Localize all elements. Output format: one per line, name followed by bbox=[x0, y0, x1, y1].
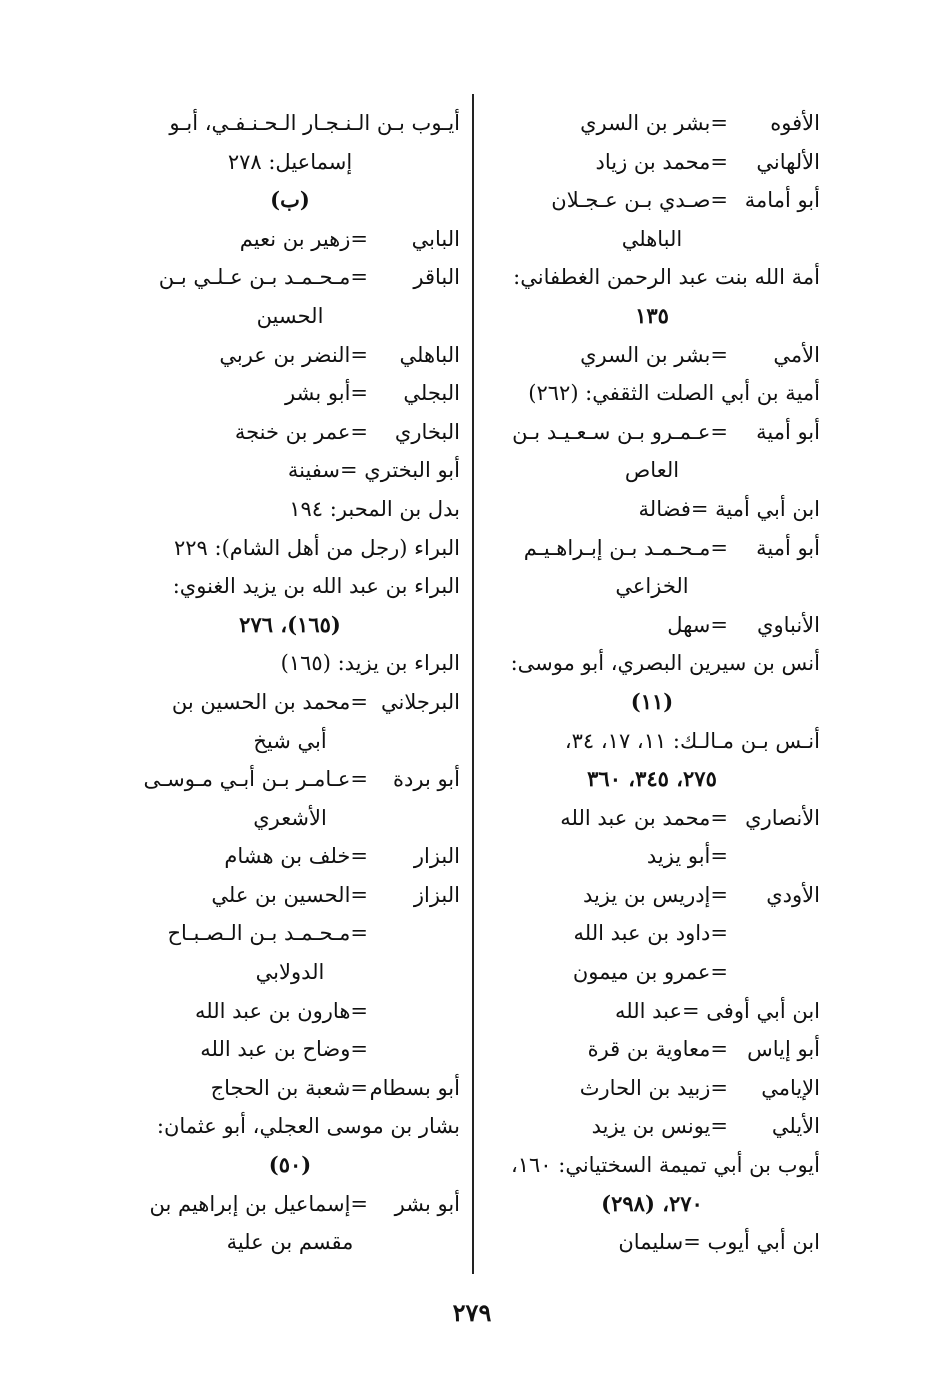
index-entry bbox=[120, 374, 460, 413]
entry-continuation: مقسم بن علية bbox=[226, 1230, 354, 1255]
entry-continuation: الباهلي bbox=[621, 226, 683, 251]
index-entry: أنس بن سيرين البصري، أبو موسى: bbox=[510, 651, 820, 676]
index-entry bbox=[484, 104, 820, 143]
index-entry bbox=[484, 1069, 820, 1108]
index-entry bbox=[484, 143, 820, 182]
entry-name: الأمي bbox=[773, 342, 820, 367]
entry-name: البابي bbox=[411, 226, 460, 251]
index-entry bbox=[120, 1030, 460, 1069]
entry-name: الأنباوي bbox=[757, 612, 820, 637]
index-entry bbox=[120, 220, 460, 259]
entry-reference: =إدريس بن يزيد bbox=[582, 882, 728, 907]
entry-continuation: أبي شيخ bbox=[253, 728, 327, 753]
entry-reference: =عمر بن خنجة bbox=[234, 419, 368, 444]
entry-reference: =داود بن عبد الله bbox=[573, 921, 728, 946]
entry-continuation: ١٣٥ bbox=[635, 302, 669, 328]
column-divider bbox=[472, 94, 474, 1274]
index-entry: أمية بن أبي الصلت الثقفي: (٢٦٢) bbox=[528, 381, 820, 406]
entry-reference: =عمرو بن ميمون bbox=[572, 960, 728, 985]
entry-reference: =مـحـمـد بـن عـلـي بـن bbox=[158, 265, 368, 290]
entry-reference: =بشر بن السري bbox=[580, 342, 728, 367]
entry-reference: =النضر بن عربي bbox=[219, 342, 368, 367]
entry-name: الأفوه bbox=[770, 111, 820, 135]
index-entry bbox=[120, 683, 460, 722]
index-entry bbox=[484, 413, 820, 452]
entry-reference: =أبو يزيد bbox=[646, 844, 728, 869]
index-entry bbox=[484, 181, 820, 220]
index-entry: أبو البختري =سفينة bbox=[287, 458, 460, 483]
index-entry bbox=[484, 1107, 820, 1146]
entry-reference: =محمد بن عبد الله bbox=[560, 805, 728, 830]
index-entry: البراء (رجل من أهل الشام): ٢٢٩ bbox=[174, 535, 460, 560]
entry-reference: =عـامـر بـن أبـي مـوسـى bbox=[143, 767, 368, 792]
section-heading: (ب) bbox=[270, 187, 310, 213]
entry-name: أبو أمامة bbox=[744, 188, 820, 213]
index-entry: ابن أبي أمية =فضالة bbox=[638, 496, 820, 521]
entry-continuation: (٥٠) bbox=[268, 1152, 312, 1178]
index-entry: أيوب بن أبي تميمة السختياني: ١٦٠، bbox=[510, 1153, 820, 1178]
entry-continuation: الدولابي bbox=[255, 960, 325, 985]
entry-continuation: العاص bbox=[624, 458, 680, 483]
page-number: ٢٧٩ bbox=[452, 1298, 492, 1327]
entry-reference: =عـمـرو بـن سـعـيـد بـن bbox=[512, 419, 728, 444]
entry-name: البزار bbox=[413, 844, 460, 869]
entry-name: البزاز bbox=[413, 882, 460, 907]
entry-name: الإيامي bbox=[761, 1075, 820, 1100]
entry-reference: =بشر بن السري bbox=[580, 111, 728, 135]
entry-reference: =يونس بن يزيد bbox=[591, 1114, 728, 1139]
entry-continuation: إسماعيل: ٢٧٨ bbox=[227, 149, 353, 174]
index-entry bbox=[484, 876, 820, 915]
entry-name: أبو بسطام bbox=[369, 1075, 460, 1100]
index-entry bbox=[484, 837, 820, 876]
entry-reference: =الحسين بن علي bbox=[211, 882, 368, 907]
entry-reference: =هارون بن عبد الله bbox=[195, 998, 368, 1023]
entry-reference: =إسماعيل بن إبراهيم بن bbox=[149, 1191, 368, 1216]
index-entry bbox=[484, 799, 820, 838]
entry-reference: =زبيد بن الحارث bbox=[579, 1075, 728, 1100]
index-entry: بشار بن موسى العجلي، أبو عثمان: bbox=[156, 1114, 460, 1139]
index-entry bbox=[120, 876, 460, 915]
index-entry: أيـوب بـن الـنـجـار الـحـنـفـي، أبـو bbox=[169, 111, 460, 135]
entry-name: أبو بشر bbox=[394, 1191, 460, 1216]
entry-continuation: ٢٧٠، (٢٩٨) bbox=[601, 1190, 703, 1216]
entry-continuation: (١٦٥)، ٢٧٦ bbox=[239, 611, 341, 637]
entry-continuation: ٢٧٥، ٣٤٥، ٣٦٠ bbox=[587, 766, 717, 792]
index-entry: ابن أبي أيوب =سليمان bbox=[618, 1230, 820, 1255]
entry-name: الأنصاري bbox=[745, 805, 820, 830]
entry-reference: =شعبة بن الحجاج bbox=[210, 1075, 368, 1100]
entry-name: أبو أمية bbox=[756, 535, 820, 560]
index-entry bbox=[484, 336, 820, 375]
entry-reference: =سهل bbox=[667, 612, 728, 637]
index-entry bbox=[120, 413, 460, 452]
entry-reference: =خلف بن هشام bbox=[224, 844, 368, 869]
index-entry bbox=[484, 529, 820, 568]
entry-name: أبو إياس bbox=[747, 1037, 820, 1062]
entry-name: الألهاني bbox=[756, 149, 820, 174]
entry-reference: =مـحـمـد بـن الـصـبـاح bbox=[167, 921, 368, 946]
index-entry bbox=[120, 258, 460, 297]
index-entry bbox=[120, 1069, 460, 1108]
index-entry: ابن أبي أوفى =عبد الله bbox=[615, 998, 820, 1023]
index-entry: البراء بن عبد الله بن يزيد الغنوي: bbox=[172, 574, 460, 599]
index-entry bbox=[484, 1030, 820, 1069]
entry-continuation: الأشعري bbox=[253, 805, 327, 830]
index-entry bbox=[120, 1185, 460, 1224]
entry-name: الأودي bbox=[766, 882, 820, 907]
entry-reference: =محمد بن الحسين بن bbox=[171, 689, 368, 714]
index-entry: أمة الله بنت عبد الرحمن الغطفاني: bbox=[513, 265, 820, 290]
index-entry bbox=[484, 606, 820, 645]
entry-name: البخاري bbox=[394, 419, 460, 444]
entry-name: أبو أمية bbox=[756, 419, 820, 444]
entry-reference: =صـدي بـن عـجـلان bbox=[551, 188, 728, 213]
index-entry bbox=[484, 914, 820, 953]
entry-name: أبو بردة bbox=[393, 767, 460, 792]
left-column bbox=[120, 104, 460, 1262]
index-entry: بدل بن المحبر: ١٩٤ bbox=[289, 496, 460, 521]
entry-reference: =مـحـمـد بـن إبـراهـيـم bbox=[523, 535, 728, 560]
entry-continuation: (١١) bbox=[630, 688, 674, 714]
right-column bbox=[484, 104, 820, 1262]
index-entry bbox=[484, 953, 820, 992]
index-entry bbox=[120, 760, 460, 799]
index-entry bbox=[120, 837, 460, 876]
entry-continuation: الحسين bbox=[256, 303, 324, 328]
entry-reference: =زهير بن نعيم bbox=[239, 226, 368, 251]
index-entry: أنـس بـن مـالـك: ١١، ١٧، ٣٤، bbox=[564, 728, 820, 753]
entry-reference: =محمد بن زياد bbox=[595, 149, 728, 174]
entry-reference: =أبو بشر bbox=[285, 381, 368, 406]
index-entry bbox=[120, 336, 460, 375]
entry-name: البجلي bbox=[403, 381, 460, 406]
index-entry bbox=[120, 914, 460, 953]
entry-reference: =معاوية بن قرة bbox=[587, 1037, 728, 1062]
entry-continuation: الخزاعي bbox=[615, 574, 689, 599]
entry-name: الباقر bbox=[413, 265, 460, 290]
index-entry: البراء بن يزيد: (١٦٥) bbox=[280, 651, 460, 676]
entry-name: الأيلي bbox=[771, 1114, 820, 1139]
entry-reference: =وضاح بن عبد الله bbox=[200, 1037, 368, 1062]
index-entry bbox=[120, 992, 460, 1031]
entry-name: الباهلي bbox=[399, 342, 460, 367]
entry-name: البرجلاني bbox=[380, 689, 460, 714]
